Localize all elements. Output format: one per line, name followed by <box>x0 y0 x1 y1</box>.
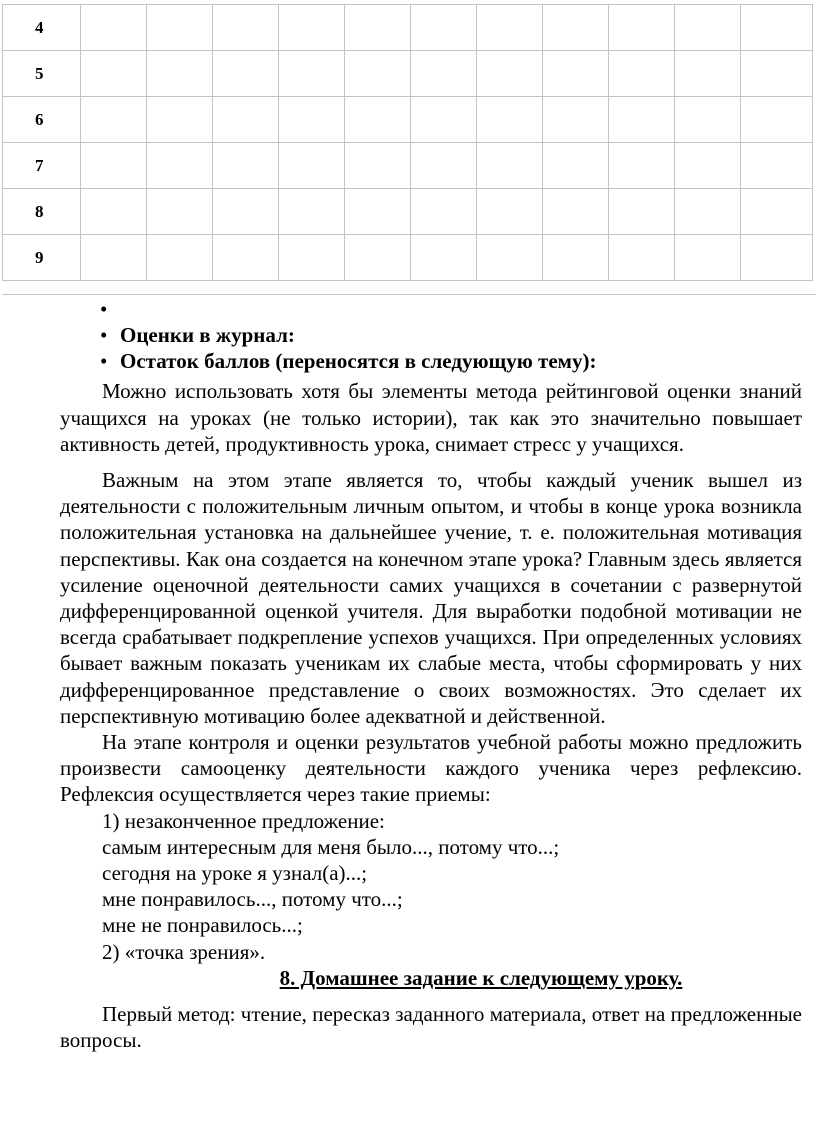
bullet-text-grades: Оценки в журнал: <box>120 323 295 347</box>
grid-cell <box>675 143 741 189</box>
grid-cell <box>543 235 609 281</box>
grid-cell <box>147 97 213 143</box>
grid-cell <box>147 189 213 235</box>
grid-cell <box>213 143 279 189</box>
row-number-cell: 5 <box>3 51 81 97</box>
grid-cell <box>543 97 609 143</box>
grid-cell <box>609 143 675 189</box>
grid-cell <box>741 235 813 281</box>
grid-cell <box>81 97 147 143</box>
bullet-item-empty <box>60 296 802 322</box>
reflection-item: самым интересным для меня было..., потому что...; <box>102 834 560 859</box>
grid-cell <box>411 189 477 235</box>
grid-cell <box>147 5 213 51</box>
grid-cell <box>345 143 411 189</box>
grid-cell <box>609 97 675 143</box>
grid-cell <box>345 189 411 235</box>
grid-cell <box>345 97 411 143</box>
grid-row <box>3 235 813 281</box>
grid-cell <box>279 235 345 281</box>
grid-row <box>3 143 813 189</box>
row-number-cell: 9 <box>3 235 81 281</box>
row-number-cell: 7 <box>3 143 81 189</box>
grid-cell <box>411 235 477 281</box>
grid-row <box>3 189 813 235</box>
grid-cell <box>81 51 147 97</box>
grid-cell <box>213 235 279 281</box>
grid-cell <box>411 143 477 189</box>
grid-cell <box>345 235 411 281</box>
grid-cell <box>279 97 345 143</box>
paragraph-reflection: На этапе контроля и оценки результатов учебной работы можно предложить произвести самооценку деятельности каждого ученика через рефлексию. Рефлексия осуществляется через такие приемы: <box>60 730 802 807</box>
grid-cell <box>741 97 813 143</box>
grid-cell <box>411 97 477 143</box>
grid-cell <box>81 189 147 235</box>
grid-cell <box>675 97 741 143</box>
grid-cell <box>279 143 345 189</box>
grid-cell <box>213 51 279 97</box>
paragraph-rating-method: Можно использовать хотя бы элементы метода рейтинговой оценки знаний учащихся на уроках (не только истории), так как это значительно повышает активность детей, продуктивность урока, снимает стресс у учащихся. <box>60 379 802 456</box>
grid-cell <box>279 51 345 97</box>
grid-cell <box>477 235 543 281</box>
row-number-cell: 4 <box>3 5 81 51</box>
table-bottom-border <box>2 294 816 295</box>
grid-row <box>3 5 813 51</box>
grid-cell <box>543 5 609 51</box>
grid-cell <box>147 235 213 281</box>
reflection-item: мне не понравилось...; <box>102 913 303 938</box>
reflection-item: 1) незаконченное предложение: <box>102 808 385 833</box>
grid-cell <box>213 5 279 51</box>
grid-cell <box>675 51 741 97</box>
grid-cell <box>543 51 609 97</box>
grade-grid-table <box>2 4 813 281</box>
document-body <box>60 296 802 1053</box>
grid-cell <box>411 5 477 51</box>
grid-cell <box>477 97 543 143</box>
bullet-icon: • <box>100 349 108 374</box>
grade-grid-body <box>3 5 813 281</box>
grid-cell <box>741 189 813 235</box>
row-number-cell: 6 <box>3 97 81 143</box>
bullet-list <box>60 296 802 374</box>
grid-cell <box>477 189 543 235</box>
grid-cell <box>279 189 345 235</box>
bullet-icon: • <box>100 323 108 347</box>
paragraph-homework: Первый метод: чтение, пересказ заданного материала, ответ на предложенные вопросы. <box>60 1002 802 1053</box>
bullet-text-remaining: Остаток баллов (переносятся в следующую тему): <box>120 349 597 374</box>
grid-cell <box>81 235 147 281</box>
grid-cell <box>81 5 147 51</box>
grid-cell <box>675 189 741 235</box>
grid-cell <box>741 51 813 97</box>
grid-cell <box>675 5 741 51</box>
paragraph-motivation: Важным на этом этапе является то, чтобы каждый ученик вышел из деятельности с положительным личным опытом, и чтобы в конце урока возникла положительная установка на дальнейшее учение, т. е. положительная мотивация перспективы. Как она создается на конечном этапе урока? Главным здесь является усиление оценочной деятельности самих учащихся в сочетании с развернутой дифференцированной оценкой учителя. Для выработки подобной мотивации не всегда срабатывает подкрепление успехов учащихся. При определенных условиях бывает важным показать ученикам их слабые места, чтобы сформировать у них дифференцированное представление о своих возможностях. Это сделает их перспективную мотивацию более адекватной и действенной. <box>60 468 802 728</box>
grid-cell <box>543 189 609 235</box>
grid-cell <box>147 143 213 189</box>
grid-cell <box>477 51 543 97</box>
grid-cell <box>609 51 675 97</box>
row-number-cell: 8 <box>3 189 81 235</box>
grid-cell <box>741 143 813 189</box>
bullet-item-grades <box>60 322 802 348</box>
grid-cell <box>345 51 411 97</box>
grid-cell <box>609 189 675 235</box>
grid-cell <box>477 143 543 189</box>
grid-cell <box>279 5 345 51</box>
grid-cell <box>675 235 741 281</box>
reflection-item: мне понравилось..., потому что...; <box>102 887 403 912</box>
grid-row <box>3 97 813 143</box>
grid-row <box>3 51 813 97</box>
reflection-item: 2) «точка зрения». <box>102 939 266 964</box>
grid-cell <box>543 143 609 189</box>
grid-cell <box>609 5 675 51</box>
grid-cell <box>411 51 477 97</box>
grid-cell <box>213 97 279 143</box>
grid-cell <box>213 189 279 235</box>
section-heading: 8. Домашнее задание к следующему уроку. <box>279 965 683 990</box>
reflection-item: сегодня на уроке я узнал(а)...; <box>102 861 368 886</box>
grid-cell <box>81 143 147 189</box>
grid-cell <box>147 51 213 97</box>
grid-cell <box>477 5 543 51</box>
grid-cell <box>345 5 411 51</box>
grid-cell <box>741 5 813 51</box>
bullet-icon: • <box>100 297 108 321</box>
grid-cell <box>609 235 675 281</box>
bullet-item-remaining <box>60 348 802 374</box>
